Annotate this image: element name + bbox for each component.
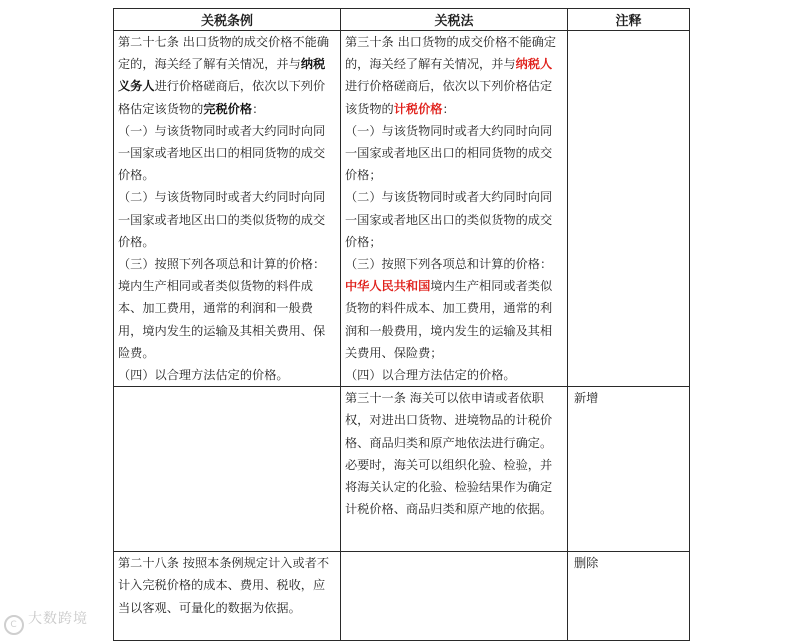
table-row <box>114 387 690 552</box>
brand-logo-icon: C <box>4 615 24 635</box>
regulation-empty-cell <box>114 387 341 552</box>
watermark-text: 大数跨境 <box>28 611 88 627</box>
term-taxpayer-obligor: 纳税义务人 <box>118 57 326 94</box>
list-item: （一）与该货物同时或者大约同时向同一国家或者地区出口的相同货物的成交价格； <box>345 123 553 183</box>
law-empty-cell <box>341 552 568 641</box>
list-item: （三）按照下列各项总和计算的价格：中华人民共和国境内生产相同或者类似货物的料件成本、加工费用，通常的利润和一般费用，境内发生的运输及其相关费用、保险费； <box>345 257 553 360</box>
header-notes: 注释 <box>568 9 690 31</box>
article-27-intro: 第二十七条 出口货物的成交价格不能确定的，海关经了解有关情况，并与纳税义务人进行价格磋商后，依次以下列价格估定该货物的完税价格： <box>118 35 330 116</box>
note-deleted: 删除 <box>568 552 690 641</box>
term-prc: 中华人民共和国 <box>345 279 431 294</box>
term-taxpayer: 纳税人 <box>515 57 553 72</box>
article-31-para-1: 第三十一条 海关可以依申请或者依职权，对进出口货物、进境物品的计税价格、商品归类和原产地依法进行确定。 <box>345 391 553 450</box>
list-item: （四）以合理方法估定的价格。 <box>118 368 289 383</box>
watermark <box>4 608 88 635</box>
note-added: 新增 <box>568 387 690 552</box>
table-row <box>114 31 690 387</box>
list-item: （一）与该货物同时或者大约同时向同一国家或者地区出口的相同货物的成交价格。 <box>118 123 326 183</box>
header-law: 关税法 <box>341 9 568 31</box>
list-item: （四）以合理方法估定的价格。 <box>345 368 516 383</box>
comparison-table <box>113 8 690 641</box>
regulation-article-27 <box>114 31 341 387</box>
table-row <box>114 552 690 641</box>
term-duty-paid-value: 完税价格 <box>203 101 253 116</box>
list-item: （二）与该货物同时或者大约同时向同一国家或者地区出口的类似货物的成交价格； <box>345 190 553 249</box>
header-regulation: 关税条例 <box>114 9 341 31</box>
header-row <box>114 9 690 31</box>
note-cell <box>568 31 690 387</box>
law-article-30 <box>341 31 568 387</box>
list-item: （三）按照下列各项总和计算的价格：境内生产相同或者类似货物的料件成本、加工费用，通常的利润和一般费用，境内发生的运输及其相关费用、保险费。 <box>118 257 326 360</box>
term-taxable-value: 计税价格 <box>393 101 443 116</box>
law-article-31 <box>341 387 568 552</box>
regulation-article-28: 第二十八条 按照本条例规定计入或者不计入完税价格的成本、费用、税收，应当以客观、可量化的数据为依据。 <box>114 552 341 641</box>
article-31-para-2: 必要时，海关可以组织化验、检验，并将海关认定的化验、检验结果作为确定计税价格、商品归类和原产地的依据。 <box>345 457 553 517</box>
list-item: （二）与该货物同时或者大约同时向同一国家或者地区出口的类似货物的成交价格。 <box>118 190 326 249</box>
article-30-intro: 第三十条 出口货物的成交价格不能确定的，海关经了解有关情况，并与纳税人进行价格磋商后，依次以下列价格估定该货物的计税价格： <box>345 35 557 116</box>
